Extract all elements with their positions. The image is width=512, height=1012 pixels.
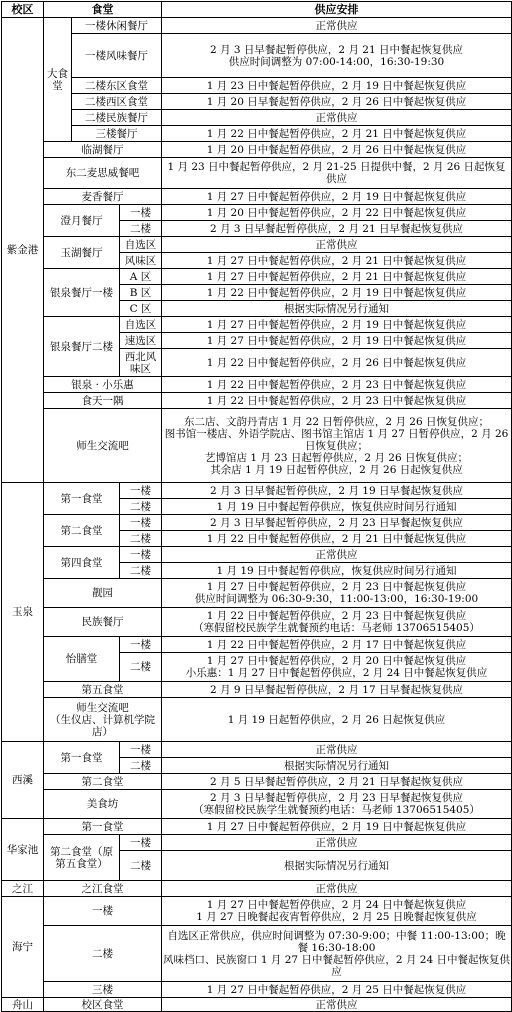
schedule-text: 1 月 27 日中餐起暂停供应，2 月 21 日中餐起恢复供应 (162, 269, 512, 285)
table-row (2, 774, 512, 790)
campus-zhijiang: 之江 (2, 881, 44, 897)
canteen-name: 临湖餐厅 (44, 142, 162, 158)
table-row (2, 94, 512, 110)
canteen-group: 第一食堂 (44, 742, 120, 774)
floor-label: 二楼 (120, 851, 162, 881)
campus-zhoushan: 舟山 (2, 998, 44, 1012)
table-row (2, 897, 512, 926)
header-canteen: 食堂 (44, 2, 162, 18)
canteen-group-yinquan-1f: 银泉餐厅一楼 (44, 269, 120, 317)
table-row (2, 547, 512, 563)
area-label: A 区 (120, 269, 162, 285)
table-row (2, 142, 512, 158)
schedule-text: 1 月 22 日中餐起暂停供应，2 月 23 日中餐起恢复供应 （寒假留校民族学生就餐预约电话：马老师 13706515405） (162, 608, 512, 637)
area-label: 速选区 (120, 333, 162, 349)
canteen-name: 师生交流吧 (44, 409, 162, 483)
canteen-group-qingyue: 澄月餐厅 (44, 205, 120, 237)
schedule-text: 1 月 27 日中餐起暂停供应，2 月 19 日中餐起恢复供应 (162, 317, 512, 333)
floor-label: 二楼 (120, 758, 162, 774)
schedule-text: 1 月 20 日中餐起暂停供应，2 月 26 日中餐起恢复供应 (162, 142, 512, 158)
floor-label: 一楼 (120, 637, 162, 653)
schedule-text: 1 月 27 日中餐起暂停供应，2 月 23 日中餐起恢复供应 供应时间调整为 06:30-9:30，11:00-13:00，16:30-19:00 (162, 579, 512, 608)
canteen-name: 第五食堂 (44, 682, 162, 698)
canteen-name: 二楼 (44, 926, 162, 982)
schedule-text: 1 月 23 日中餐起暂停供应，2 月 19 日中餐起恢复供应 (162, 78, 512, 94)
table-row (2, 409, 512, 483)
schedule-text: 2 月 9 日早餐起暂停供应，2 月 17 日早餐起恢复供应 (162, 682, 512, 698)
campus-yuquan: 玉泉 (2, 483, 44, 742)
schedule-text: 1 月 27 日中餐起暂停供应，2 月 21 日中餐起恢复供应 (162, 253, 512, 269)
table-row (2, 377, 512, 393)
floor-label: 二楼 (120, 221, 162, 237)
canteen-name: 靓园 (44, 579, 162, 608)
schedule-text: 2 月 5 日早餐起暂停供应，2 月 21 日早餐起恢复供应 (162, 774, 512, 790)
schedule-text: 1 月 22 日中餐起暂停供应，2 月 26 日中餐起恢复供应 (162, 349, 512, 377)
table-row (2, 742, 512, 758)
floor-label: 一楼 (120, 742, 162, 758)
canteen-name: 美食坊 (44, 790, 162, 819)
table-row (2, 126, 512, 142)
table-row (2, 579, 512, 608)
table-header-row (2, 2, 512, 18)
schedule-text: 正常供应 (162, 547, 512, 563)
schedule-text: 根据实际情况另行通知 (162, 301, 512, 317)
floor-label: 二楼 (120, 499, 162, 515)
table-row (2, 682, 512, 698)
canteen-name: 麦香餐厅 (44, 189, 162, 205)
canteen-name: 之江食堂 (44, 881, 162, 897)
table-row (2, 998, 512, 1012)
floor-label: 一楼 (120, 515, 162, 531)
floor-label: 二楼 (120, 531, 162, 547)
canteen-name: 校区食堂 (44, 998, 162, 1012)
schedule-text: 1 月 27 日中餐起暂停供应，2 月 19 日中餐起恢复供应 (162, 333, 512, 349)
canteen-group: 第四食堂 (44, 547, 120, 579)
schedule-text: 1 月 22 日中餐起暂停供应，2 月 23 日中餐起恢复供应 (162, 377, 512, 393)
schedule-text: 1 月 22 日中餐起暂停供应，2 月 23 日中餐起恢复供应 (162, 393, 512, 409)
canteen-group: 第二食堂（原第五食堂） (44, 835, 120, 881)
schedule-text: 1 月 22 日中餐起暂停供应，2 月 17 日中餐起恢复供应 (162, 637, 512, 653)
schedule-text: 1 月 23 日中餐起暂停供应，2 月 21-25 日提供中餐，2 月 26 日起恢复供应 (162, 158, 512, 189)
schedule-text: 1 月 27 日中餐起暂停供应，2 月 19 日中餐起恢复供应 (162, 819, 512, 835)
canteen-group: 第一食堂 (44, 483, 120, 515)
schedule-text: 1 月 19 日中餐起暂停供应，恢复供应时间另行通知 (162, 563, 512, 579)
table-row (2, 483, 512, 499)
schedule-text: 自选区正常供应，供应时间调整为 07:30-9:00；中餐 11:00-13:00；晚餐 16:30-18:00 风味档口、民族窗口 1 月 27 日中餐起暂停供应，2 月 24 日中餐起恢复供应 (162, 926, 512, 982)
schedule-text: 1 月 27 日中餐起暂停供应，2 月 20 日中餐起恢复供应 小乐惠：1 月 27 日中餐起暂停供应，2 月 24 日中餐起恢复供应 (162, 653, 512, 682)
schedule-text: 1 月 20 日中餐起暂停供应，2 月 22 日中餐起恢复供应 (162, 205, 512, 221)
canteen-name: 一楼 (44, 897, 162, 926)
schedule-text: 1 月 19 日起暂停供应，2 月 26 日起恢复供应 (162, 698, 512, 742)
schedule-text: 正常供应 (162, 835, 512, 851)
area-label: C 区 (120, 301, 162, 317)
schedule-text: 正常供应 (162, 998, 512, 1012)
canteen-group-yinquan-2f: 银泉餐厅二楼 (44, 317, 120, 377)
schedule-text: 1 月 27 日中餐起暂停供应，2 月 24 日中餐起恢复供应 1 月 27 日晚餐起夜宵暂停供应，2 月 25 日晚餐起恢复供应 (162, 897, 512, 926)
canteen-name: 二楼东区食堂 (72, 78, 162, 94)
schedule-text: 根据实际情况另行通知 (162, 851, 512, 881)
table-row (2, 926, 512, 982)
table-row (2, 34, 512, 78)
canteen-name: 三楼 (44, 982, 162, 998)
floor-label: 二楼 (120, 653, 162, 682)
table-row (2, 698, 512, 742)
canteen-group-dashitang: 大食堂 (44, 18, 72, 142)
area-label: 自选区 (120, 317, 162, 333)
schedule-text: 正常供应 (162, 110, 512, 126)
schedule-text: 正常供应 (162, 881, 512, 897)
table-row (2, 189, 512, 205)
area-label: 西北风味区 (120, 349, 162, 377)
floor-label: 二楼 (120, 563, 162, 579)
canteen-name: 二楼西区食堂 (72, 94, 162, 110)
header-schedule: 供应安排 (162, 2, 512, 18)
table-row (2, 237, 512, 253)
canteen-name: 一楼休闲餐厅 (72, 18, 162, 34)
canteen-group: 第二食堂 (44, 515, 120, 547)
canteen-name: 师生交流吧 （生仪店、计算机学院店） (44, 698, 162, 742)
floor-label: 一楼 (120, 547, 162, 563)
schedule-text: 1 月 22 日中餐起暂停供应，2 月 21 日中餐起恢复供应 (162, 531, 512, 547)
schedule-text: 2 月 3 日早餐起暂停供应，2 月 19 日早餐起恢复供应 (162, 483, 512, 499)
floor-label: 一楼 (120, 483, 162, 499)
schedule-text: 1 月 22 日中餐起暂停供应，2 月 19 日中餐起恢复供应 (162, 285, 512, 301)
schedule-text: 根据实际情况另行通知 (162, 758, 512, 774)
schedule-text: 2 月 3 日早餐起暂停供应，2 月 21 日中餐起恢复供应 供应时间调整为 07:00-14:00，16:30-19:30 (162, 34, 512, 78)
canteen-name: 民族餐厅 (44, 608, 162, 637)
canteen-name: 第一食堂 (44, 819, 162, 835)
schedule-text: 1 月 22 日中餐起暂停供应，2 月 21 日中餐起恢复供应 (162, 126, 512, 142)
schedule-text: 东二店、文韵丹青店 1 月 22 日暂停供应，2 月 26 日恢复供应； 图书馆一楼店、外语学院店、图书馆主馆店 1 月 27 日暂停供应，2 月 26 日恢复供应； 艺博馆店 1 月 23 日起暂停供应，2 月 26 日恢复供应； 其余店 1 月 19 日起暂停供应，2 月 26 日起恢复供应 (162, 409, 512, 483)
canteen-group: 怡膳堂 (44, 637, 120, 682)
table-row (2, 18, 512, 34)
schedule-text: 1 月 27 日中餐起暂停供应，2 月 19 日中餐起恢复供应 (162, 189, 512, 205)
campus-haining: 海宁 (2, 897, 44, 998)
schedule-text: 1 月 20 日早餐起暂停供应，2 月 26 日中餐起恢复供应 (162, 94, 512, 110)
header-campus: 校区 (2, 2, 44, 18)
table-row (2, 269, 512, 285)
table-row (2, 790, 512, 819)
floor-label: 一楼 (120, 835, 162, 851)
table-row (2, 317, 512, 333)
area-label: B 区 (120, 285, 162, 301)
table-row (2, 982, 512, 998)
area-label: 风味区 (120, 253, 162, 269)
canteen-group-yuhu: 玉湖餐厅 (44, 237, 120, 269)
schedule-text: 2 月 3 日早餐起暂停供应，2 月 23 日早餐起恢复供应 （寒假留校民族学生就餐预约电话：马老师 13706515405） (162, 790, 512, 819)
table-row (2, 205, 512, 221)
floor-label: 一楼 (120, 205, 162, 221)
table-row (2, 819, 512, 835)
campus-xixi: 西溪 (2, 742, 44, 819)
schedule-text: 1 月 19 日中餐起暂停供应，恢复供应时间另行通知 (162, 499, 512, 515)
table-row (2, 515, 512, 531)
table-row (2, 637, 512, 653)
schedule-text: 2 月 3 日早餐起暂停供应，2 月 21 日早餐起恢复供应 (162, 221, 512, 237)
campus-huajiachi: 华家池 (2, 819, 44, 881)
canteen-name: 东二麦思威餐吧 (44, 158, 162, 189)
table-row (2, 158, 512, 189)
table-row (2, 881, 512, 897)
table-row (2, 835, 512, 851)
campus-zijingang: 紫金港 (2, 18, 44, 483)
schedule-text: 正常供应 (162, 742, 512, 758)
table-row (2, 608, 512, 637)
table-row (2, 110, 512, 126)
schedule-text: 1 月 27 日中餐起暂停供应，2 月 25 日中餐起恢复供应 (162, 982, 512, 998)
schedule-text: 正常供应 (162, 237, 512, 253)
canteen-name: 二楼民族餐厅 (72, 110, 162, 126)
schedule-text: 正常供应 (162, 18, 512, 34)
canteen-name: 三楼餐厅 (72, 126, 162, 142)
area-label: 自选区 (120, 237, 162, 253)
canteen-name: 一楼风味餐厅 (72, 34, 162, 78)
canteen-name: 银泉 · 小乐惠 (44, 377, 162, 393)
schedule-text: 2 月 3 日早餐起暂停供应，2 月 23 日早餐起恢复供应 (162, 515, 512, 531)
canteen-name: 食天一隅 (44, 393, 162, 409)
table-row (2, 78, 512, 94)
table-row (2, 393, 512, 409)
canteen-name: 第二食堂 (44, 774, 162, 790)
canteen-schedule-table (1, 1, 512, 1012)
